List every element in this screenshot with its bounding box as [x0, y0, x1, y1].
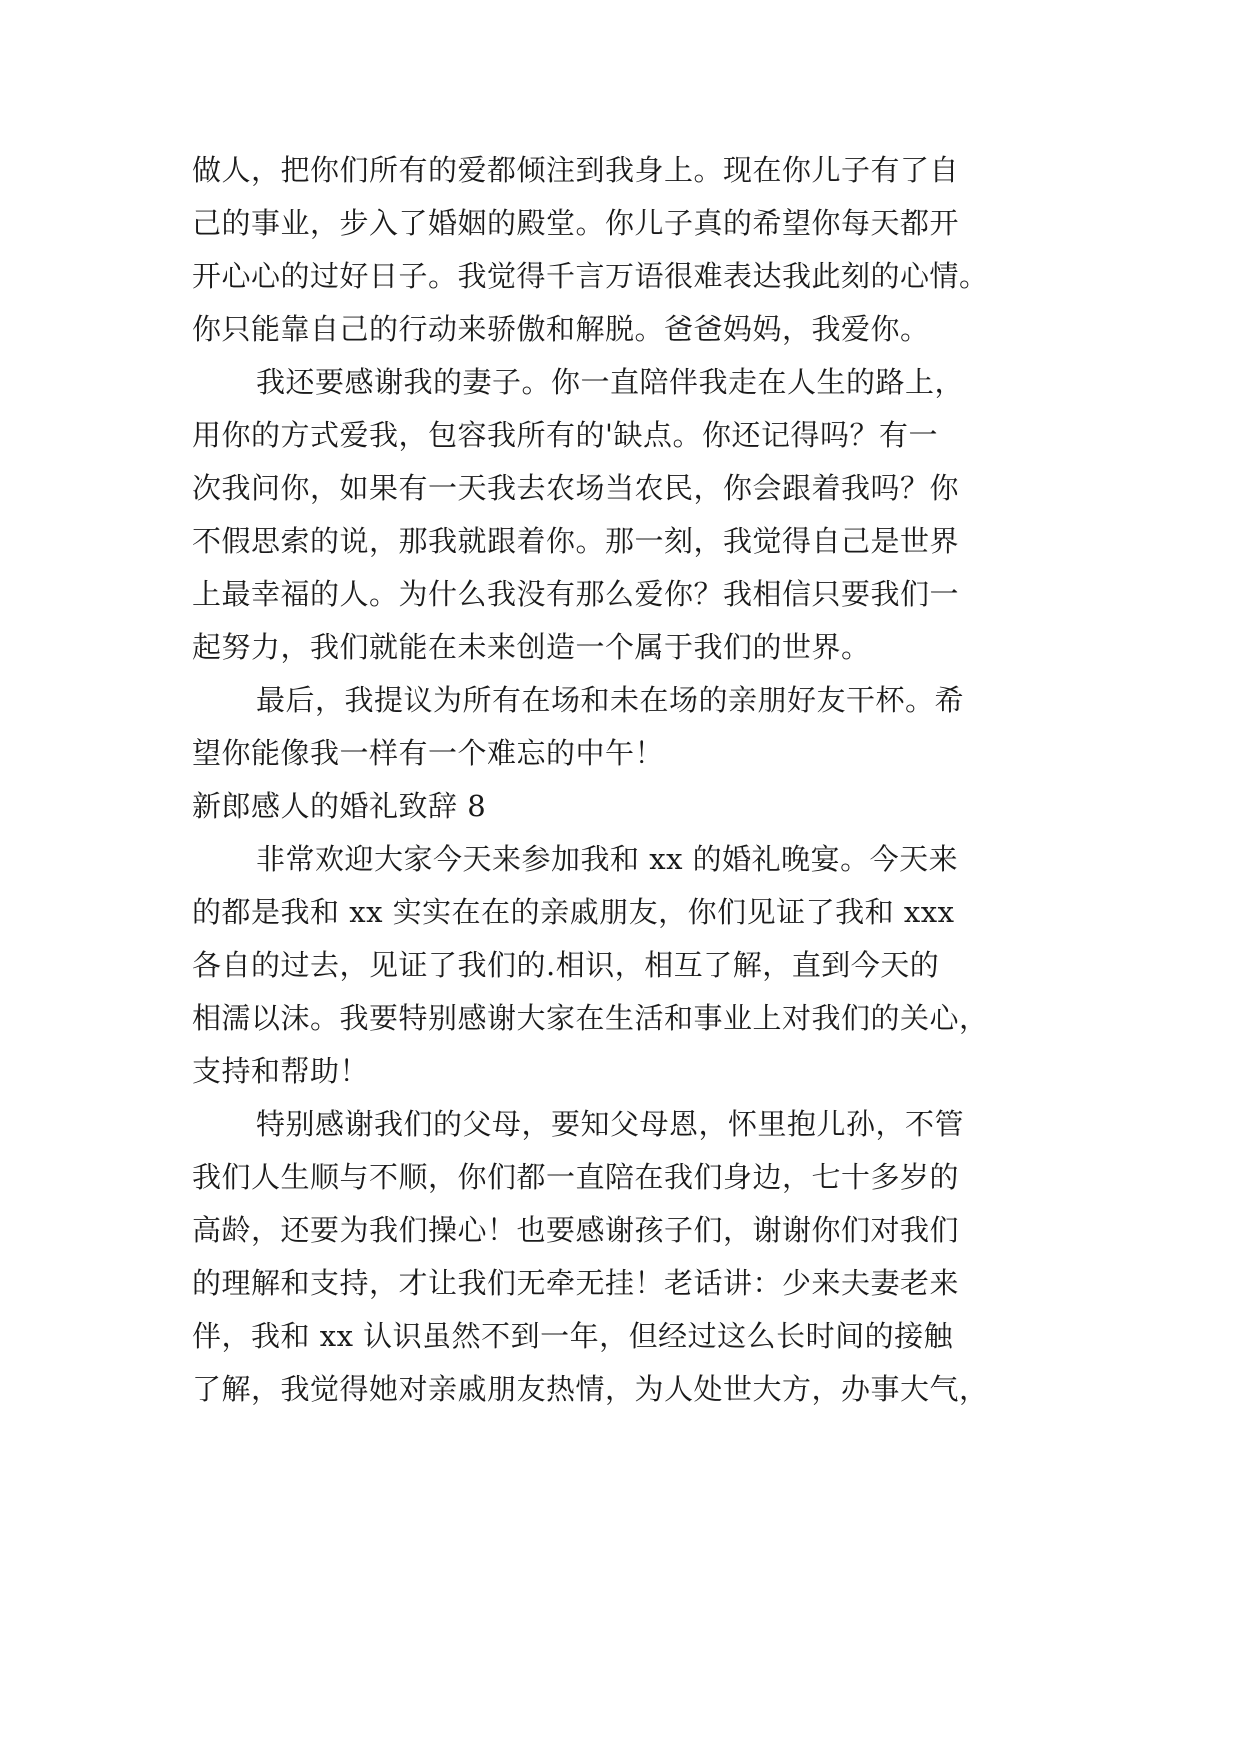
text-line: 我们人生顺与不顺，你们都一直陪在我们身边，七十多岁的 — [192, 1160, 960, 1194]
text-line: 了解，我觉得她对亲戚朋友热情，为人处世大方，办事大气， — [192, 1372, 989, 1406]
text-line: 己的事业，步入了婚姻的殿堂。你儿子真的希望你每天都开 — [192, 206, 960, 240]
text-line: 做人，把你们所有的爱都倾注到我身上。现在你儿子有了自 — [192, 153, 960, 187]
text-line: 开心心的过好日子。我觉得千言万语很难表达我此刻的心情。 — [192, 259, 989, 293]
text-line: 不假思索的说，那我就跟着你。那一刻，我觉得自己是世界 — [192, 524, 960, 558]
text-line: 高龄，还要为我们操心！也要感谢孩子们，谢谢你们对我们 — [192, 1213, 960, 1247]
text-line: 用你的方式爱我，包容我所有的'缺点。你还记得吗？有一 — [192, 418, 938, 452]
text-line: 望你能像我一样有一个难忘的中午！ — [192, 736, 665, 770]
section-heading: 新郎感人的婚礼致辞 8 — [192, 789, 487, 823]
text-line: 支持和帮助！ — [192, 1054, 370, 1088]
text-line: 次我问你，如果有一天我去农场当农民，你会跟着我吗？你 — [192, 471, 960, 505]
text-line: 你只能靠自己的行动来骄傲和解脱。爸爸妈妈，我爱你。 — [192, 312, 930, 346]
text-line: 相濡以沫。我要特别感谢大家在生活和事业上对我们的关心， — [192, 1001, 989, 1035]
text-line: 的都是我和 xx 实实在在的亲戚朋友，你们见证了我和 xxx — [192, 895, 955, 929]
text-line: 伴，我和 xx 认识虽然不到一年，但经过这么长时间的接触 — [192, 1319, 954, 1353]
paragraph-first-line: 特别感谢我们的父母，要知父母恩，怀里抱儿孙，不管 — [256, 1107, 965, 1141]
paragraph-first-line: 最后，我提议为所有在场和未在场的亲朋好友干杯。希 — [256, 683, 965, 717]
text-line: 起努力，我们就能在未来创造一个属于我们的世界。 — [192, 630, 871, 664]
text-line: 的理解和支持，才让我们无牵无挂！老话讲：少来夫妻老来 — [192, 1266, 960, 1300]
paragraph-first-line: 我还要感谢我的妻子。你一直陪伴我走在人生的路上， — [256, 365, 965, 399]
paragraph-first-line: 非常欢迎大家今天来参加我和 xx 的婚礼晚宴。今天来 — [256, 842, 959, 876]
text-line: 各自的过去，见证了我们的.相识，相互了解，直到今天的 — [192, 948, 940, 982]
text-line: 上最幸福的人。为什么我没有那么爱你？我相信只要我们一 — [192, 577, 960, 611]
